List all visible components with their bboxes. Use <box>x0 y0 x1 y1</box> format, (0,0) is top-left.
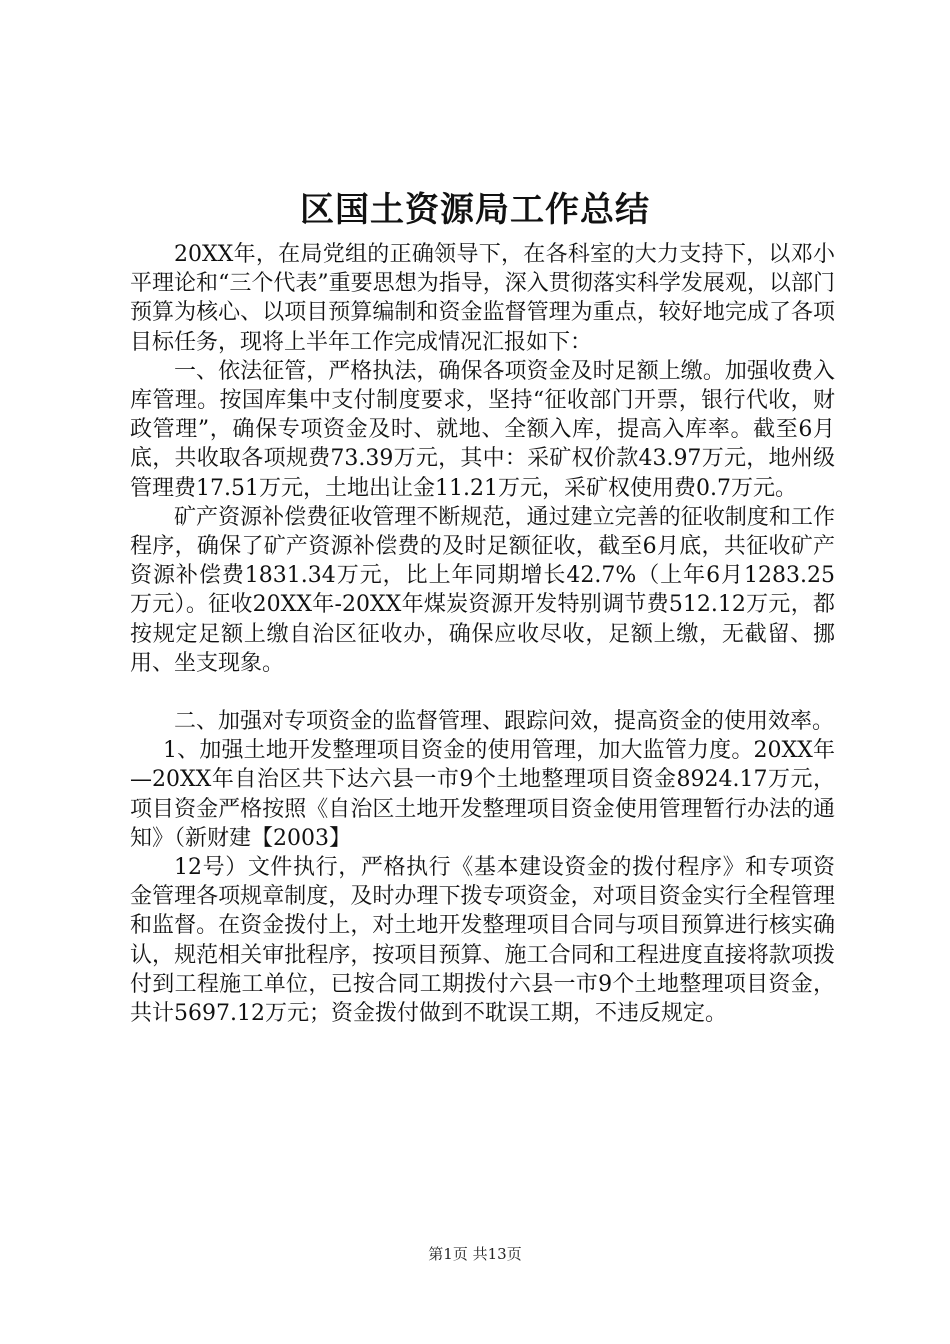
page-number-footer: 第1页 共13页 <box>428 1245 522 1263</box>
section-two-heading-paragraph: 二、加强对专项资金的监督管理、跟踪问效，提高资金的使用效率。 <box>174 709 835 735</box>
fund-disbursement-paragraph: 12号）文件执行，严格执行《基本建设资金的拨付程序》和专项资金管理各项规章制度，及时办理下拨专项资金，对项目资金实行全程管理和监督。在资金拨付上，对土地开发整理项目合同与项目预算进行核实确认，规范相关审批程序，按项目预算、施工合同和工程进度直接将款项拨付到工程施工单位，已按合同工期拨付六县一市9个土地整理项目资金，共计5697.12万元；资金拨付做到不耽误工期，不违反规定。 <box>130 855 835 1027</box>
land-fund-paragraph: 1、加强土地开发整理项目资金的使用管理，加大监管力度。20XX年—20XX年自治区共下达六县一市9个土地整理项目资金8924.17万元，项目资金严格按照《自治区土地开发整理项目资金使用管理暂行办法的通知》（新财建【2003】 <box>130 738 835 851</box>
intro-paragraph: 20XX年，在局党组的正确领导下，在各科室的大力支持下，以邓小平理论和“三个代表”重要思想为指导，深入贯彻落实科学发展观，以部门预算为核心、以项目预算编制和资金监督管理为重点，较好地完成了各项目标任务，现将上半年工作完成情况汇报如下： <box>130 242 835 355</box>
document-title: 区国土资源局工作总结 <box>300 190 650 230</box>
section-one-paragraph: 一、依法征管，严格执法，确保各项资金及时足额上缴。加强收费入库管理。按国库集中支付制度要求，坚持“征收部门开票，银行代收，财政管理”，确保专项资金及时、就地、全额入库，提高入库率。截至6月底，共收取各项规费73.39万元，其中：采矿权价款43.97万元，地州级管理费17.51万元，土地出让金11.21万元，采矿权使用费0.7万元。 <box>130 358 835 501</box>
mineral-compensation-paragraph: 矿产资源补偿费征收管理不断规范，通过建立完善的征收制度和工作程序，确保了矿产资源补偿费的及时足额征收，截至6月底，共征收矿产资源补偿费1831.34万元，比上年同期增长42.7%（上年6月1283.25万元）。征收20XX年-20XX年煤炭资源开发特别调节费512.12万元，都按规定足额上缴自治区征收办，确保应收尽收，足额上缴，无截留、挪用、坐支现象。 <box>130 504 835 676</box>
document-body <box>130 240 835 1028</box>
